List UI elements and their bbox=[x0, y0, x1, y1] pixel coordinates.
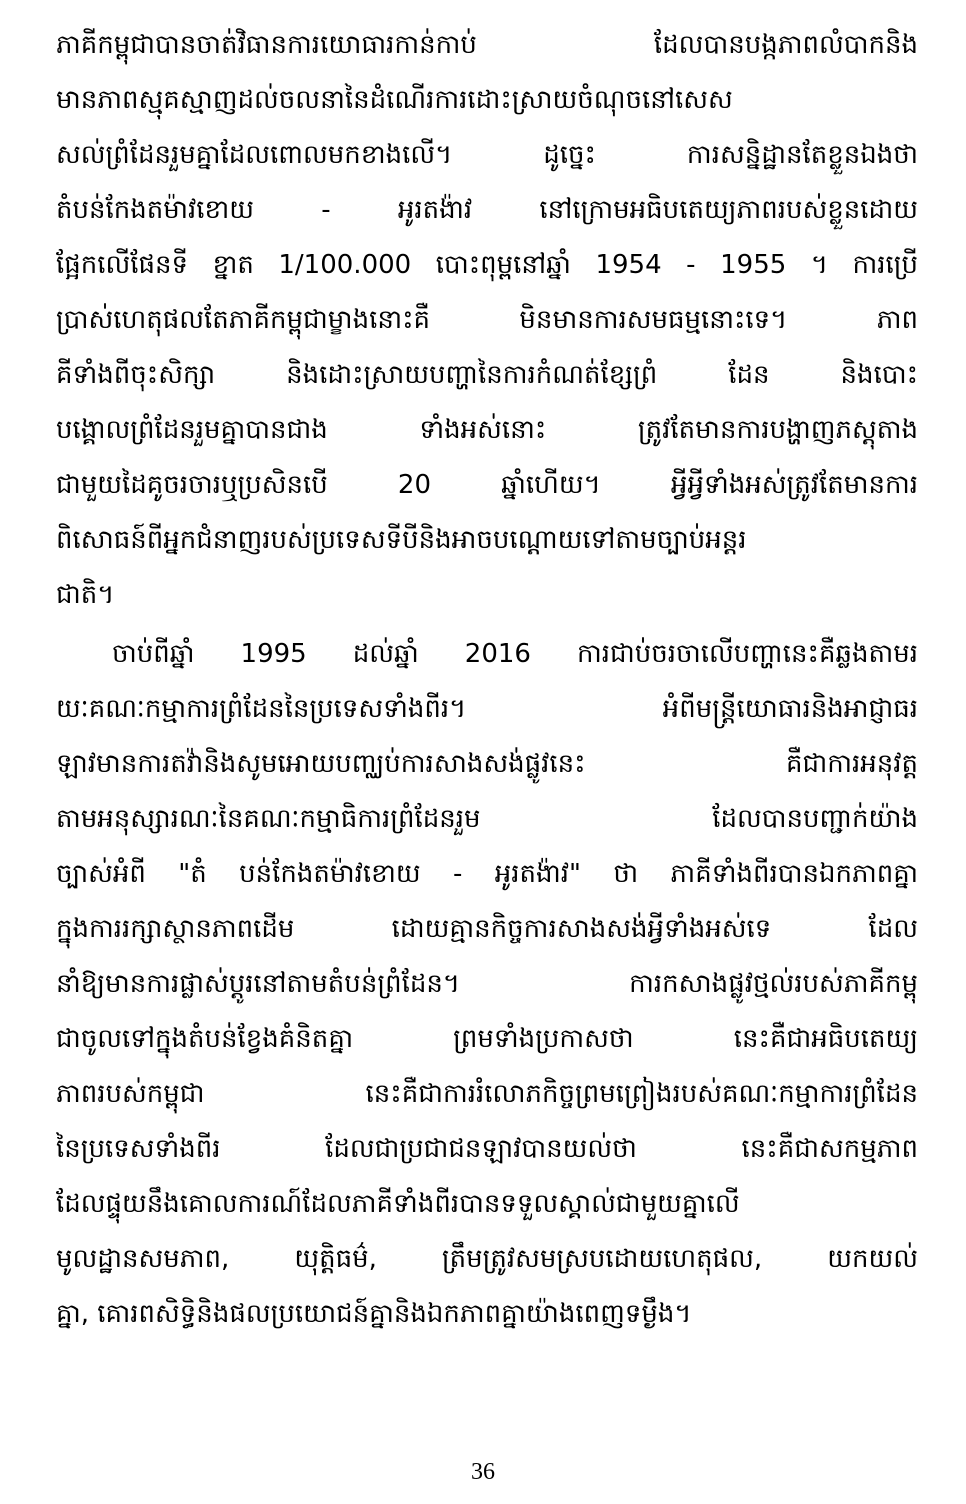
text-line: ភាពរបស់កម្ពុជា នេះគឺជាការរំលោភកិច្ចព្រមព្រៀងរបស់គណៈកម្មាការព្រំដែន bbox=[56, 1079, 918, 1109]
text-line: ពិសោធន៍ពីអ្នកជំនាញរបស់ប្រទេសទីបីនិងអាចបណ្តោយទៅតាមច្បាប់អន្តរ bbox=[56, 525, 747, 555]
text-line: ភាគីកម្ពុជាបានចាត់វិធានការយោធារកាន់កាប់ ដែលបានបង្កភាពលំបាកនិង bbox=[56, 30, 918, 60]
text-line: ច្បាស់អំពី "តំ បន់កែងតម៉ាវខោយ - អូរតង៉ាវ" ថា ភាគីទាំងពីរបានឯកភាពគ្នា bbox=[56, 859, 918, 889]
text-line: ប្រាស់ហេតុផលតែភាគីកម្ពុជាម្ខាងនោះគឺ មិនមានការសមធម្មនោះទេ។ ភាព bbox=[56, 305, 918, 335]
paragraph-2 bbox=[56, 627, 918, 1342]
text-line: ជាតិ។ bbox=[56, 580, 115, 610]
text-line: តាមអនុស្សារណៈនៃគណៈកម្មាធិការព្រំដែនរួម ដែលបានបញ្ជាក់យ៉ាង bbox=[56, 804, 918, 834]
text-line: សល់ព្រំដែនរួមគ្នាដែលពោលមកខាងលើ។ ដូច្នេះ ការសន្និដ្ឋានតែខ្លួនឯងថា bbox=[56, 140, 918, 170]
text-line: បង្គោលព្រំដែនរួមគ្នាបានជាង ទាំងអស់នោះ ត្រូវតែមានការបង្ហាញភស្តុតាង bbox=[56, 415, 918, 445]
text-line: ជាចូលទៅក្នុងតំបន់ខ្វែងគំនិតគ្នា ព្រមទាំងប្រកាសថា នេះគឺជាអធិបតេយ្យ bbox=[56, 1024, 918, 1054]
text-line: ជាមួយដៃគូចរចារឬប្រសិនបើ 20 ឆ្នាំហើយ។ អ្វីអ្វីទាំងអស់ត្រូវតែមានការ bbox=[56, 470, 918, 500]
text-line: ឡាវមានការតវ៉ានិងសូមអោយបញ្ឈប់ការសាងសង់ផ្លូវនេះ គឺជាការអនុវត្ត bbox=[56, 749, 918, 779]
text-line: យៈគណៈកម្មាការព្រំដែននៃប្រទេសទាំងពីរ។ អំពីមន្ត្រីយោធារនិងអាជ្ញាធរ bbox=[56, 694, 918, 724]
page-number: 36 bbox=[471, 1459, 495, 1485]
text-line: គីទាំងពីចុះសិក្សា និងដោះស្រាយបញ្ហានៃការកំណត់ខ្សែព្រំ ដែន និងបោះ bbox=[56, 360, 918, 390]
paragraph-1 bbox=[56, 18, 918, 623]
body-text bbox=[56, 18, 918, 1342]
text-line: ផ្អែកលើផែនទី ខ្នាត 1/100.000 បោះពុម្ពនៅឆ្នាំ 1954 - 1955 ។ ការប្រើ bbox=[56, 250, 918, 280]
text-line: នៃប្រទេសទាំងពីរ ដែលជាប្រជាជនឡាវបានយល់ថា នេះគឺជាសកម្មភាព bbox=[56, 1134, 918, 1164]
text-line: តំបន់កែងតម៉ាវខោយ - អូរតង៉ាវ នៅក្រោមអធិបតេយ្យភាពរបស់ខ្លួនដោយ bbox=[56, 195, 918, 225]
text-line: គ្នា, គោរពសិទ្ធិនិងផលប្រយោជន៍គ្នានិងឯកភាពគ្នាយ៉ាងពេញទម្ងឹង។ bbox=[56, 1299, 692, 1329]
text-line: ក្នុងការរក្សាស្ថានភាពដើម ដោយគ្មានកិច្ចការសាងសង់អ្វីទាំងអស់ទេ ដែល bbox=[56, 914, 918, 944]
text-line: ដែលផ្ទុយនឹងគោលការណ៍ដែលភាគីទាំងពីរបានទទួលស្គាល់ជាមួយគ្នាលើ bbox=[56, 1189, 740, 1219]
text-line: នាំឱ្យមានការផ្លាស់ប្តូរនៅតាមតំបន់ព្រំដែន។ ការកសាងផ្លូវថ្មល់របស់ភាគីកម្ពុ bbox=[56, 969, 918, 999]
text-line: ចាប់ពីឆ្នាំ 1995 ដល់ឆ្នាំ 2016 ការជាប់ចរចាលើបញ្ហានេះគឺឆ្លងតាមរ bbox=[112, 639, 918, 669]
text-line: មានភាពស្មុគស្មាញដល់ចលនានៃដំណើរការដោះស្រាយចំណុចនៅសេស bbox=[56, 85, 733, 115]
text-line: មូលដ្ឋានសមភាព, យុត្តិធម៌, ត្រឹមត្រូវសមស្របដោយហេតុផល, យកយល់ bbox=[56, 1244, 918, 1274]
